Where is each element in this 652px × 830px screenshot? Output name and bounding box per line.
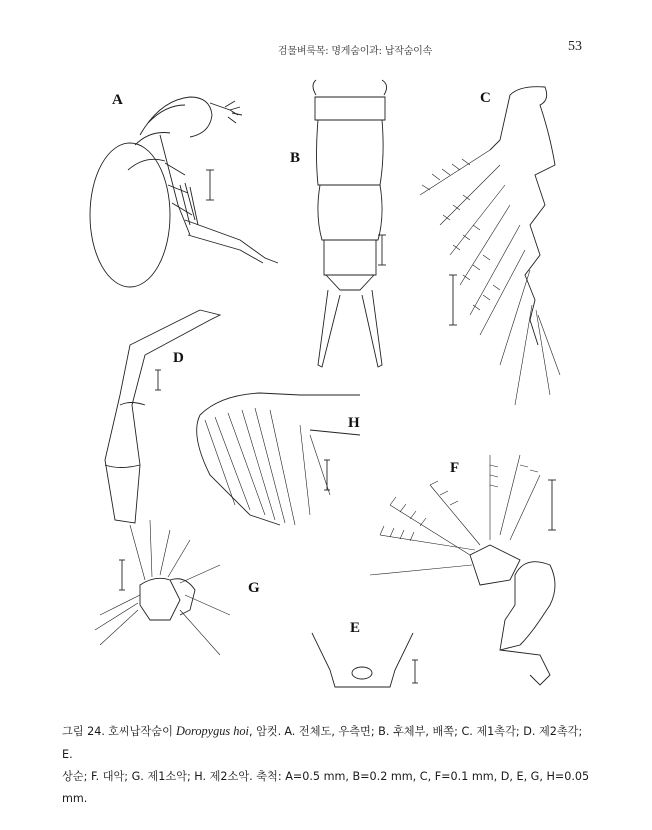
panel-g-drawing (95, 520, 230, 655)
panel-label-c: C (480, 90, 491, 106)
caption-line-1 (62, 720, 592, 766)
figure-caption (62, 720, 592, 810)
panel-label-a: A (112, 92, 123, 108)
figure-plate (60, 75, 600, 700)
running-title: 검물벼룩목: 명게숨이과: 납작숨이속 (277, 46, 433, 57)
panel-b-drawing (313, 80, 387, 367)
caption-line-2: 상순; F. 대악; G. 제1소악; H. 제2소악. 축척: A=0.5 mm, B=0.2 mm, C, F=0.1 mm, D, E, G, H=0.05 mm. (62, 770, 590, 805)
caption-species-name: Doropygus hoi (175, 724, 249, 738)
page-header (0, 39, 652, 62)
panel-label-g: G (248, 580, 260, 596)
panel-label-d: D (173, 350, 184, 366)
panel-label-f: F (450, 460, 460, 476)
panel-label-e: E (350, 620, 361, 636)
panel-e-drawing (312, 633, 418, 687)
caption-panel-list-1: A. 전체도, 우측면; B. 후체부, 배쪽; C. 제1촉각; D. 제2촉각; E. (62, 725, 583, 761)
panel-c-drawing (420, 87, 560, 405)
panel-a-drawing (90, 97, 278, 287)
page-number: 53 (568, 39, 582, 54)
panel-f-drawing (370, 455, 556, 685)
panel-label-h: H (348, 415, 360, 431)
caption-figure-number: 그림 24. (62, 725, 105, 738)
panel-h-drawing (197, 393, 360, 525)
panel-label-b: B (290, 150, 301, 166)
caption-sex: , 암컷. (248, 725, 282, 738)
caption-common-name: 호씨납작숨이 (108, 725, 173, 738)
figure-drawings (60, 75, 600, 700)
panel-d-drawing (105, 310, 220, 523)
